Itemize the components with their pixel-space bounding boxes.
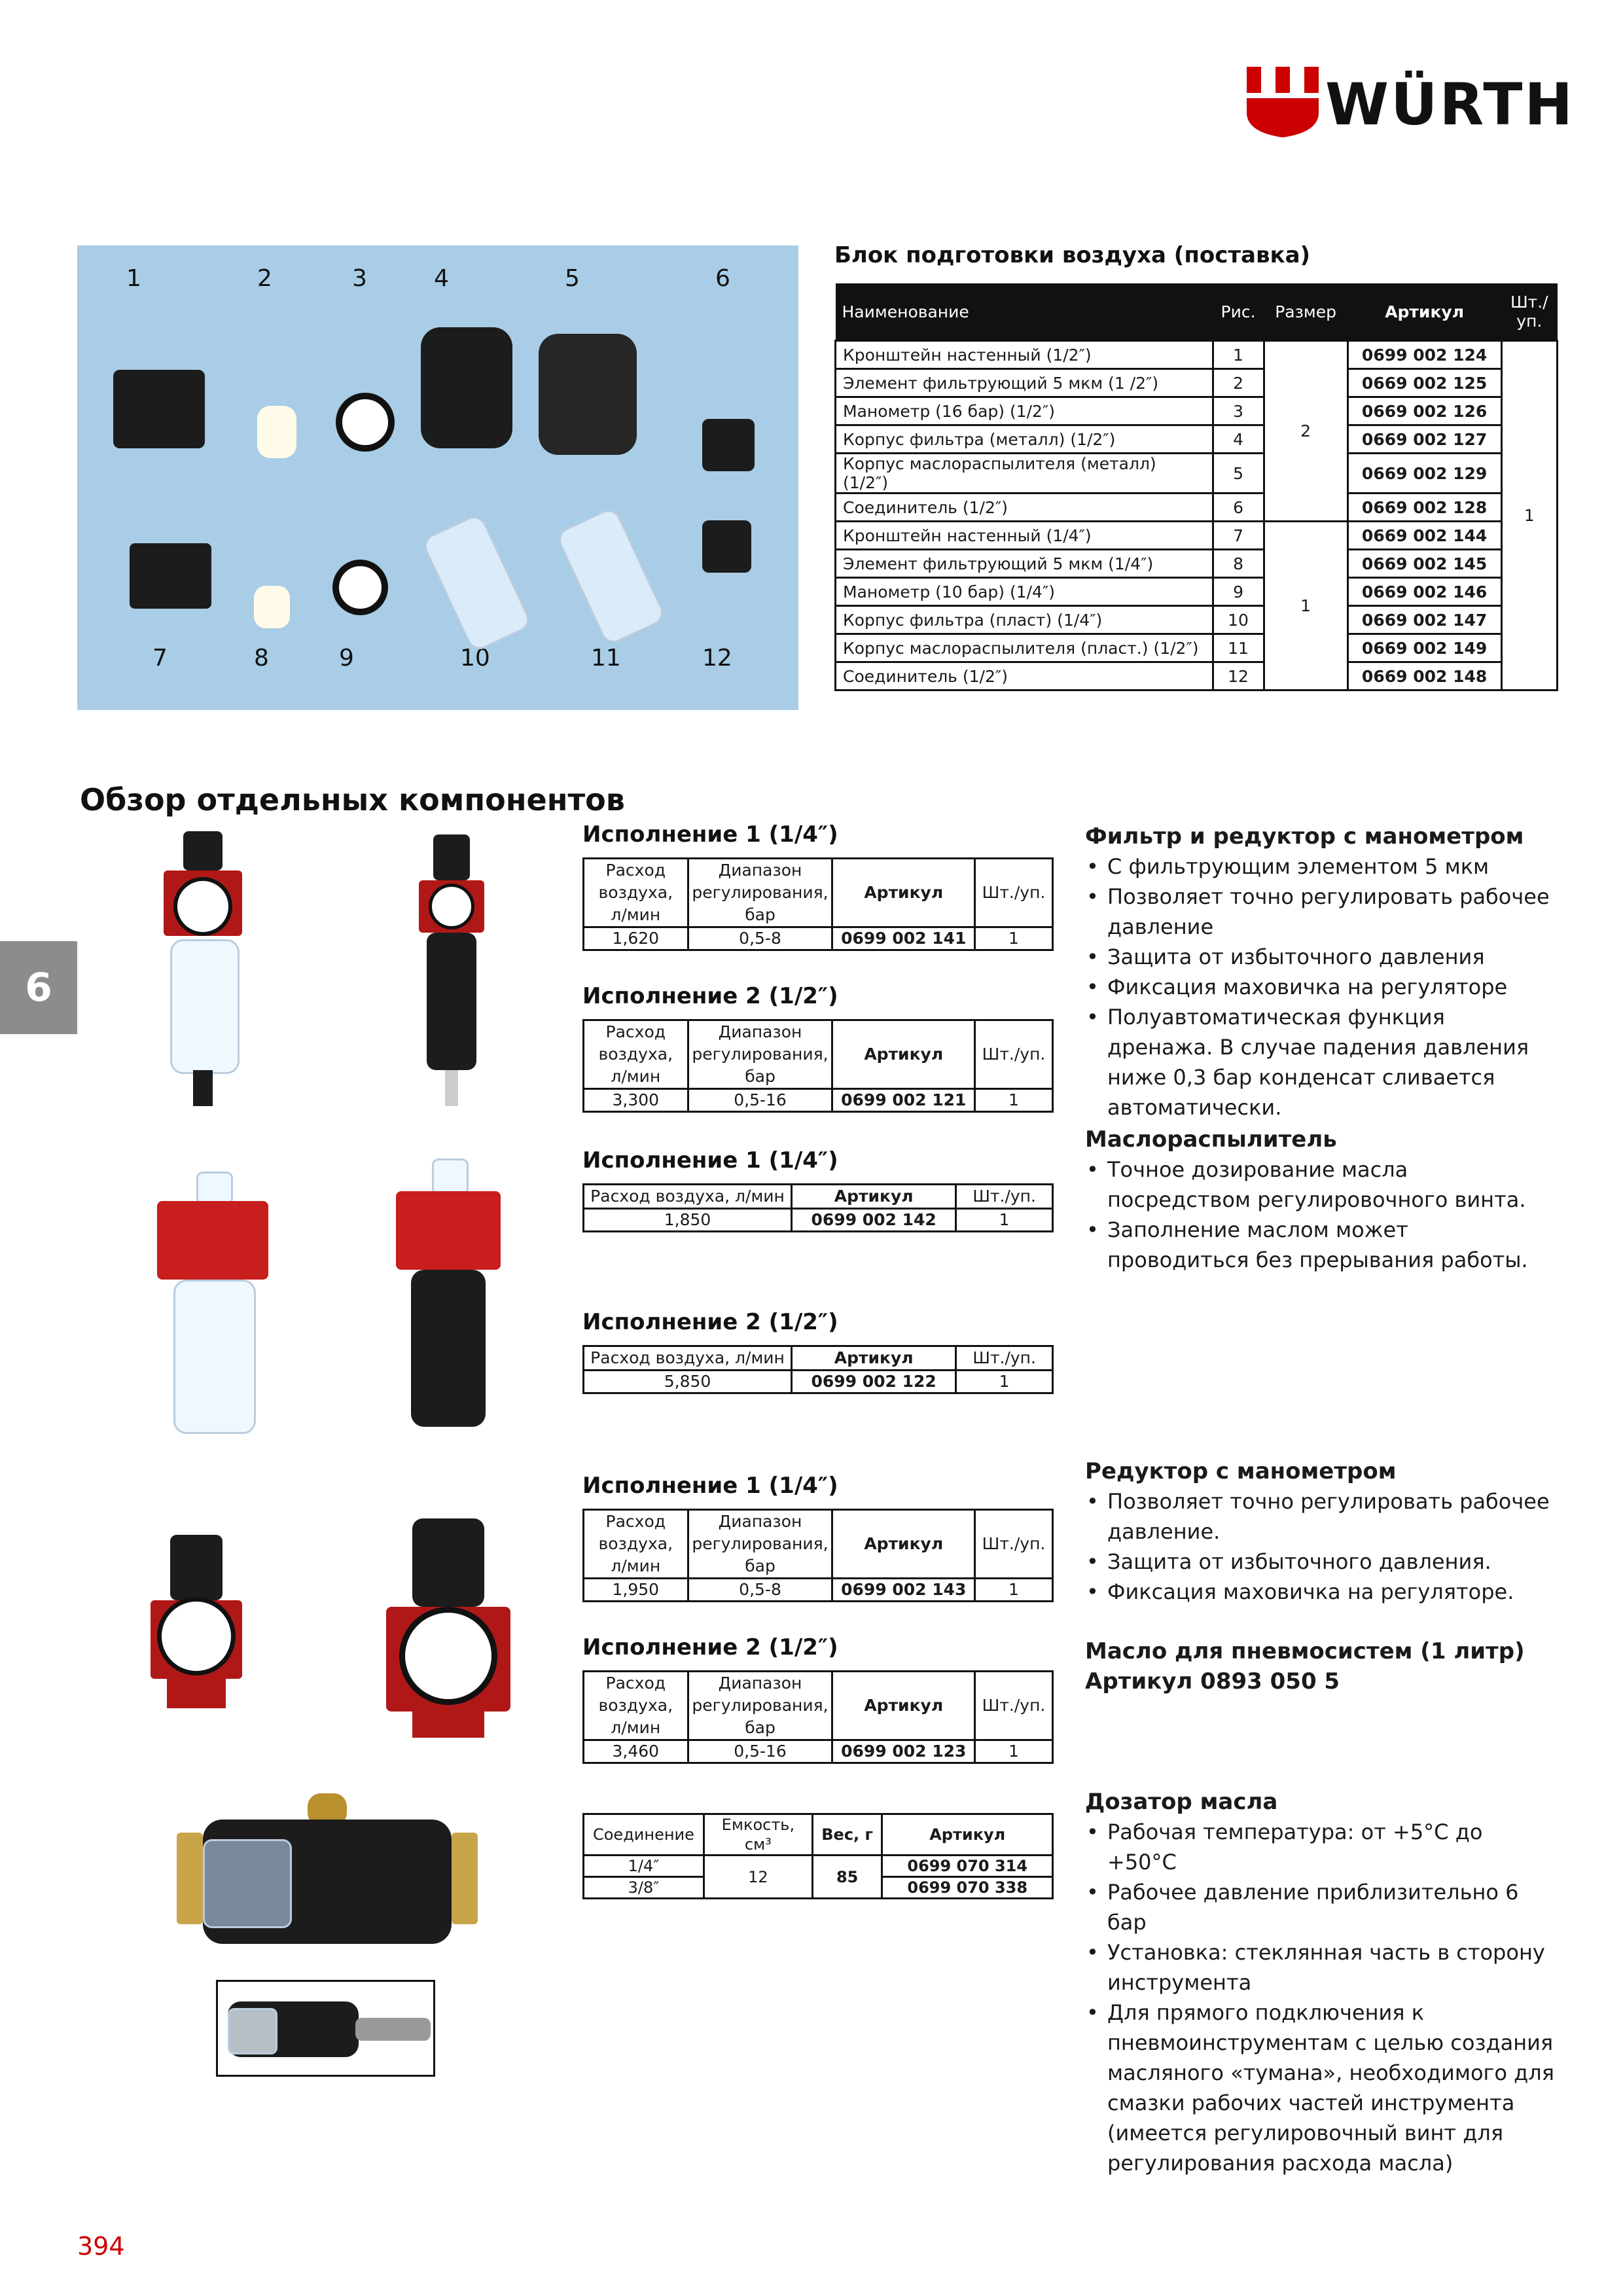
header-qty: Шт./уп. [956, 1185, 1053, 1209]
section-tab: 6 [0, 941, 77, 1034]
row-article: 0669 002 149 [1347, 634, 1501, 662]
row-name: Корпус фильтра (пласт) (1/4″) [836, 606, 1213, 634]
filter-bowl-image [420, 512, 533, 654]
row-name: Манометр (10 бар) (1/4″) [836, 578, 1213, 606]
header-weight: Вес, г [812, 1814, 882, 1856]
filter-regulator-image-2 [412, 834, 491, 1109]
fr2-table [582, 1019, 1054, 1113]
photo-label: 4 [434, 265, 449, 292]
table-row [836, 493, 1558, 522]
table-row [836, 425, 1558, 454]
table-row [836, 578, 1558, 606]
overview-title: Обзор отдельных компонентов [80, 782, 625, 817]
range-value: 0,5-16 [688, 1740, 832, 1763]
list-item: • Установка: стеклянная часть в сторону инструмента [1085, 1937, 1556, 1998]
header-range: Диапазон регулирования, бар [688, 859, 832, 927]
qty-value: 1 [975, 1579, 1053, 1602]
article-value: 0699 002 143 [832, 1579, 975, 1602]
table-row [836, 634, 1558, 662]
article-value: 0699 002 142 [792, 1209, 956, 1232]
lu-description [1085, 1124, 1556, 1275]
photo-label: 2 [257, 265, 272, 292]
row-fig: 2 [1213, 369, 1264, 397]
header-article: Артикул [832, 1672, 975, 1740]
row-fig: 12 [1213, 662, 1264, 691]
header-article: Артикул [832, 1510, 975, 1579]
header-article: Артикул [832, 859, 975, 927]
row-name: Элемент фильтрующий 5 мкм (1 /2″) [836, 369, 1213, 397]
row-fig: 9 [1213, 578, 1264, 606]
filter-housing-image [421, 327, 512, 448]
oil-desc-article: Артикул 0893 050 5 [1085, 1668, 1340, 1695]
row-name: Корпус маслораспылителя (пласт.) (1/2″) [836, 634, 1213, 662]
article-value: 0699 070 314 [882, 1856, 1053, 1877]
lubricator-image-1 [151, 1172, 275, 1433]
header-article: Артикул [792, 1185, 956, 1209]
row-name: Соединитель (1/2″) [836, 493, 1213, 522]
filter-element-image [257, 406, 296, 458]
row-name: Манометр (16 бар) (1/2″) [836, 397, 1213, 425]
list-item: • Позволяет точно регулировать рабочее давление. [1085, 1486, 1556, 1547]
gauge-image [332, 560, 388, 615]
bracket-image [130, 543, 211, 609]
connector-image [702, 419, 755, 471]
list-item: • Рабочее давление приблизительно 6 бар [1085, 1877, 1556, 1937]
weight-value: 85 [812, 1856, 882, 1899]
row-size: 2 [1264, 341, 1347, 522]
row-article: 0669 002 128 [1347, 493, 1501, 522]
rg-description [1085, 1456, 1556, 1607]
photo-label: 7 [152, 645, 168, 672]
header-fig: Рис. [1213, 283, 1264, 341]
photo-label: 1 [126, 265, 141, 292]
doser-desc-title: Дозатор масла [1085, 1789, 1278, 1815]
qty-value: 1 [975, 927, 1053, 950]
row-size: 1 [1264, 522, 1347, 691]
table-row [836, 522, 1558, 550]
capacity-value: 12 [704, 1856, 812, 1899]
flow-value: 1,950 [584, 1579, 688, 1602]
row-article: 0669 002 144 [1347, 522, 1501, 550]
list-item: • С фильтрующим элементом 5 мкм [1085, 852, 1556, 882]
table-row [836, 369, 1558, 397]
lubricator-bowl-image [554, 506, 667, 647]
article-value: 0699 070 338 [882, 1877, 1053, 1899]
connector-image [702, 520, 751, 573]
row-article: 0669 002 148 [1347, 662, 1501, 691]
row-qty: 1 [1501, 341, 1557, 691]
row-name: Корпус фильтра (металл) (1/2″) [836, 425, 1213, 454]
oil-doser-inset-image [216, 1980, 435, 2077]
article-value: 0699 002 121 [832, 1089, 975, 1112]
row-fig: 1 [1213, 341, 1264, 369]
kit-table-header [836, 283, 1558, 341]
row-name: Кронштейн настенный (1/2″) [836, 341, 1213, 369]
fr-description [1085, 821, 1556, 1122]
lu1-title: Исполнение 1 (1/4″) [582, 1147, 838, 1174]
list-item: • Точное дозирование масла посредством регулировочного винта. [1085, 1155, 1556, 1215]
photo-label: 6 [715, 265, 730, 292]
connection-value: 3/8″ [584, 1877, 704, 1899]
row-name: Кронштейн настенный (1/4″) [836, 522, 1213, 550]
row-article: 0669 002 126 [1347, 397, 1501, 425]
row-fig: 7 [1213, 522, 1264, 550]
connection-value: 1/4″ [584, 1856, 704, 1877]
article-value: 0699 002 123 [832, 1740, 975, 1763]
regulator-image-2 [383, 1518, 514, 1741]
rg2-title: Исполнение 2 (1/2″) [582, 1634, 838, 1660]
list-item: • Фиксация маховичка на регуляторе [1085, 972, 1556, 1002]
lu2-table [582, 1345, 1054, 1394]
header-flow: Расход воздуха, л/мин [584, 1020, 688, 1089]
doser-description [1085, 1787, 1556, 2178]
row-article: 0669 002 146 [1347, 578, 1501, 606]
row-article: 0699 002 124 [1347, 341, 1501, 369]
rg-desc-title: Редуктор с манометром [1085, 1458, 1397, 1484]
kit-title: Блок подготовки воздуха (поставка) [834, 242, 1311, 268]
list-item: • Защита от избыточного давления [1085, 942, 1556, 972]
fr2-title: Исполнение 2 (1/2″) [582, 983, 838, 1009]
table-row [836, 606, 1558, 634]
list-item: • Фиксация маховичка на регуляторе. [1085, 1577, 1556, 1607]
header-qty: Шт./ уп. [1501, 283, 1557, 341]
table-row [836, 454, 1558, 493]
header-range: Диапазон регулирования, бар [688, 1020, 832, 1089]
photo-label: 11 [591, 645, 621, 672]
row-article: 0669 002 129 [1347, 454, 1501, 493]
qty-value: 1 [956, 1209, 1053, 1232]
list-item: • Полуавтоматическая функция дренажа. В случае падения давления ниже 0,3 бар конденсат сливается автоматически. [1085, 1002, 1556, 1122]
header-qty: Шт./уп. [975, 1020, 1053, 1089]
row-fig: 10 [1213, 606, 1264, 634]
fr1-title: Исполнение 1 (1/4″) [582, 821, 838, 848]
flow-value: 3,300 [584, 1089, 688, 1112]
rg1-title: Исполнение 1 (1/4″) [582, 1473, 838, 1499]
row-fig: 8 [1213, 550, 1264, 578]
flow-value: 5,850 [584, 1371, 792, 1393]
row-article: 0669 002 127 [1347, 425, 1501, 454]
list-item: • Заполнение маслом может проводиться без прерывания работы. [1085, 1215, 1556, 1275]
lu1-table [582, 1183, 1054, 1232]
row-fig: 6 [1213, 493, 1264, 522]
header-flow: Расход воздуха, л/мин [584, 859, 688, 927]
lubricator-housing-image [539, 334, 637, 455]
header-size: Размер [1264, 283, 1347, 341]
oil-doser-image [177, 1793, 478, 1970]
header-flow: Расход воздуха, л/мин [584, 1510, 688, 1579]
filter-element-image [254, 586, 290, 628]
lu-desc-title: Маслораспылитель [1085, 1126, 1337, 1153]
table-row [584, 1856, 1053, 1877]
flow-value: 1,850 [584, 1209, 792, 1232]
range-value: 0,5-16 [688, 1089, 832, 1112]
range-value: 0,5-8 [688, 927, 832, 950]
header-qty: Шт./уп. [975, 859, 1053, 927]
lubricator-image-2 [393, 1158, 504, 1433]
header-range: Диапазон регулирования, бар [688, 1510, 832, 1579]
header-range: Диапазон регулирования, бар [688, 1672, 832, 1740]
photo-label: 8 [254, 645, 269, 672]
filter-regulator-image-1 [157, 831, 249, 1113]
header-capacity: Емкость, см³ [704, 1814, 812, 1856]
list-item: • Позволяет точно регулировать рабочее давление [1085, 882, 1556, 942]
oil-desc-title: Масло для пневмосистем (1 литр) [1085, 1638, 1525, 1664]
photo-label: 10 [460, 645, 490, 672]
row-name: Соединитель (1/2″) [836, 662, 1213, 691]
table-row [836, 397, 1558, 425]
header-qty: Шт./уп. [956, 1346, 1053, 1371]
header-article: Артикул [1347, 283, 1501, 341]
list-item: • Для прямого подключения к пневмоинструментам с целью создания масляного «тумана», необходимого для смазки рабочих частей инструмента (имеется регулировочный винт для регулирования расхода масла) [1085, 1998, 1556, 2178]
row-article: 0669 002 147 [1347, 606, 1501, 634]
flow-value: 3,460 [584, 1740, 688, 1763]
wurth-logo [1247, 67, 1575, 139]
qty-value: 1 [975, 1089, 1053, 1112]
photo-label: 9 [339, 645, 354, 672]
list-item: • Рабочая температура: от +5°C до +50°C [1085, 1817, 1556, 1877]
list-item: • Защита от избыточного давления. [1085, 1547, 1556, 1577]
table-row [836, 550, 1558, 578]
row-fig: 3 [1213, 397, 1264, 425]
regulator-image-1 [147, 1535, 245, 1712]
page-number: 394 [77, 2232, 125, 2261]
photo-label: 3 [352, 265, 367, 292]
row-fig: 4 [1213, 425, 1264, 454]
oiler-table [582, 1813, 1054, 1899]
qty-value: 1 [956, 1371, 1053, 1393]
header-article: Артикул [832, 1020, 975, 1089]
fr-desc-title: Фильтр и редуктор с манометром [1085, 823, 1524, 850]
lu2-title: Исполнение 2 (1/2″) [582, 1309, 838, 1335]
photo-label: 12 [702, 645, 732, 672]
row-name: Элемент фильтрующий 5 мкм (1/4″) [836, 550, 1213, 578]
row-article: 0669 002 145 [1347, 550, 1501, 578]
wurth-logo-mark-icon [1247, 67, 1319, 139]
header-qty: Шт./уп. [975, 1510, 1053, 1579]
row-article: 0669 002 125 [1347, 369, 1501, 397]
row-name: Корпус маслораспылителя (металл) (1/2″) [836, 454, 1213, 493]
header-article: Артикул [882, 1814, 1053, 1856]
range-value: 0,5-8 [688, 1579, 832, 1602]
fr1-table [582, 857, 1054, 951]
header-connection: Соединение [584, 1814, 704, 1856]
header-flow: Расход воздуха, л/мин [584, 1185, 792, 1209]
header-name: Наименование [836, 283, 1213, 341]
article-value: 0699 002 141 [832, 927, 975, 950]
table-row [836, 662, 1558, 691]
kit-photo [77, 245, 798, 710]
header-article: Артикул [792, 1346, 956, 1371]
photo-label: 5 [565, 265, 580, 292]
brand-name: WÜRTH [1325, 71, 1575, 138]
rg2-table [582, 1670, 1054, 1764]
row-fig: 5 [1213, 454, 1264, 493]
kit-table [834, 283, 1558, 691]
article-value: 0699 002 122 [792, 1371, 956, 1393]
header-flow: Расход воздуха, л/мин [584, 1672, 688, 1740]
oil-description [1085, 1636, 1556, 1696]
rg1-table [582, 1509, 1054, 1602]
gauge-image [336, 393, 395, 452]
table-row [836, 341, 1558, 369]
header-qty: Шт./уп. [975, 1672, 1053, 1740]
qty-value: 1 [975, 1740, 1053, 1763]
header-flow: Расход воздуха, л/мин [584, 1346, 792, 1371]
bracket-image [113, 370, 205, 448]
flow-value: 1,620 [584, 927, 688, 950]
row-fig: 11 [1213, 634, 1264, 662]
